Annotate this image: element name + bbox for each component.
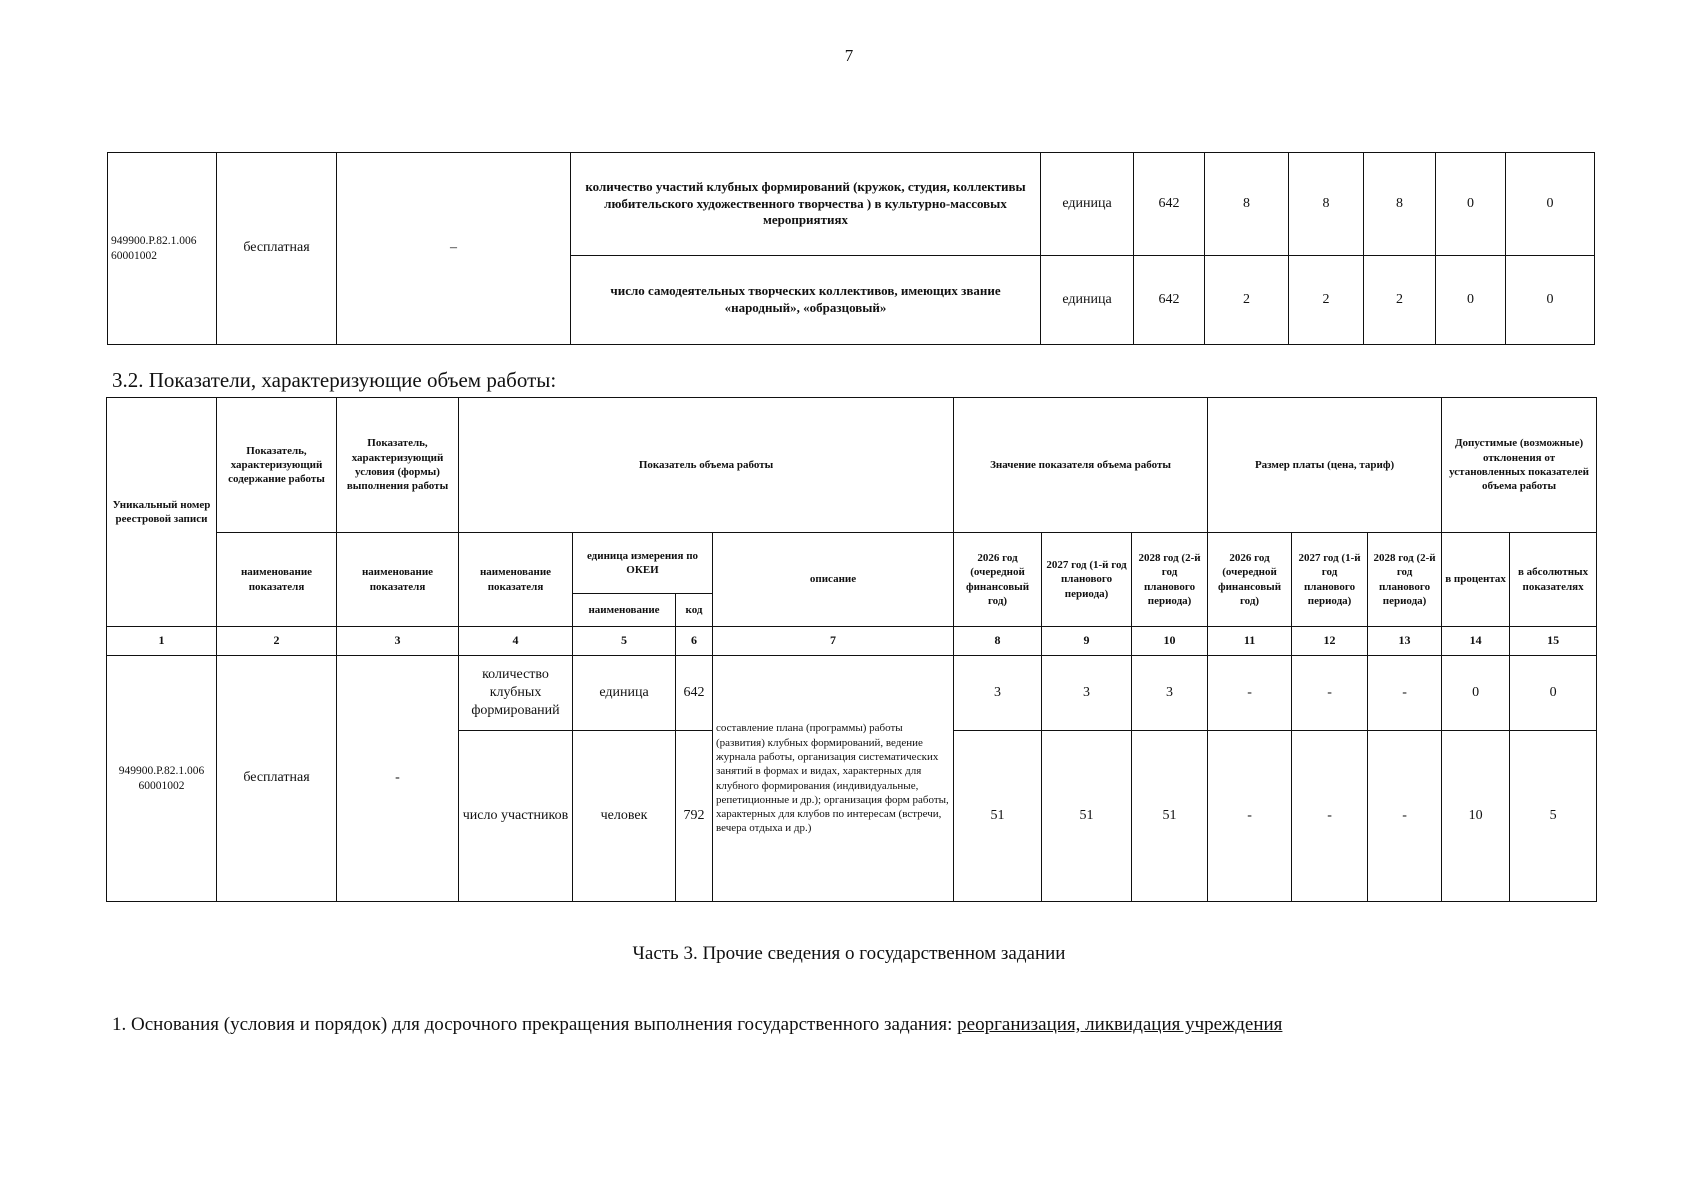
deviation-percent-cell: 0 <box>1436 153 1506 256</box>
condition-indicator-header: Показатель, характеризующий условия (формы) выполнения работы <box>337 398 459 533</box>
year-2026-value-header: 2026 год (очередной финансовый год) <box>954 533 1042 627</box>
column-number: 13 <box>1368 627 1442 656</box>
deviation-percent-cell: 0 <box>1436 256 1506 345</box>
quality-indicators-table <box>107 152 1595 345</box>
header-row <box>107 533 1597 594</box>
indicator-cell: количество клубных формирований <box>459 656 573 731</box>
deviation-absolute-cell: 0 <box>1510 656 1597 731</box>
code-cell: 642 <box>1134 256 1205 345</box>
table-row <box>108 153 1595 256</box>
year-2026-fee-header: 2026 год (очередной финансовый год) <box>1208 533 1292 627</box>
fee-2026-cell: - <box>1208 731 1292 902</box>
section-title: 3.2. Показатели, характеризующие объем работы: <box>112 368 557 392</box>
volume-value-header: Значение показателя объема работы <box>954 398 1208 533</box>
unit-cell: единица <box>1041 256 1134 345</box>
deviation-absolute-cell: 0 <box>1506 256 1595 345</box>
registry-number-cell: 949900.Р.82.1.006 60001002 <box>107 656 217 902</box>
description-header: описание <box>713 533 954 627</box>
unit-cell: человек <box>573 731 676 902</box>
value-2026-cell: 51 <box>954 731 1042 902</box>
column-number: 4 <box>459 627 573 656</box>
deviation-absolute-cell: 5 <box>1510 731 1597 902</box>
volume-indicator-header: Показатель объема работы <box>459 398 954 533</box>
fee-2027-cell: - <box>1292 656 1368 731</box>
unit-cell: единица <box>573 656 676 731</box>
indicator-cell: число участников <box>459 731 573 902</box>
code-cell: 642 <box>676 656 713 731</box>
page-number: 7 <box>844 46 854 65</box>
column-number: 11 <box>1208 627 1292 656</box>
in-percent-header: в процентах <box>1442 533 1510 627</box>
deviation-percent-cell: 0 <box>1442 656 1510 731</box>
basis-label: 1. Основания (условия и порядок) для досрочного прекращения выполнения государственного задания: <box>112 1014 958 1035</box>
value-2028-cell: 3 <box>1132 656 1208 731</box>
content-name-cell: бесплатная <box>217 656 337 902</box>
column-number: 1 <box>107 627 217 656</box>
unique-number-header: Уникальный номер реестровой записи <box>107 398 217 627</box>
table-row <box>107 656 1597 731</box>
column-number: 2 <box>217 627 337 656</box>
value-2027-cell: 3 <box>1042 656 1132 731</box>
content-indicator-header: Показатель, характеризующий содержание работы <box>217 398 337 533</box>
condition-name-cell: - <box>337 656 459 902</box>
year-2027-value-header: 2027 год (1-й год планового периода) <box>1042 533 1132 627</box>
value-2027-cell: 8 <box>1289 153 1364 256</box>
deviation-percent-cell: 10 <box>1442 731 1510 902</box>
indicator-name-header: наименование показателя <box>459 533 573 627</box>
fee-2027-cell: - <box>1292 731 1368 902</box>
column-number: 7 <box>713 627 954 656</box>
year-2028-fee-header: 2028 год (2-й год планового периода) <box>1368 533 1442 627</box>
okei-name-header: наименование <box>573 594 676 627</box>
code-cell: 792 <box>676 731 713 902</box>
indicator-cell: число самодеятельных творческих коллективов, имеющих звание «народный», «образцовый» <box>571 256 1041 345</box>
value-2027-cell: 51 <box>1042 731 1132 902</box>
value-2028-cell: 8 <box>1364 153 1436 256</box>
part-title: Часть 3. Прочие сведения о государственном задании <box>632 943 1066 964</box>
fee-2028-cell: - <box>1368 656 1442 731</box>
condition-name-cell: – <box>337 153 571 345</box>
year-2028-value-header: 2028 год (2-й год планового периода) <box>1132 533 1208 627</box>
termination-basis <box>112 1014 1282 1036</box>
fee-2028-cell: - <box>1368 731 1442 902</box>
okei-code-header: код <box>676 594 713 627</box>
unit-cell: единица <box>1041 153 1134 256</box>
indicator-cell: количество участий клубных формирований (кружок, студия, коллективы любительского художественного творчества ) в культурно-массовых мероприятиях <box>571 153 1041 256</box>
volume-indicators-table <box>106 397 1597 902</box>
value-2026-cell: 2 <box>1205 256 1289 345</box>
in-absolute-header: в абсолютных показателях <box>1510 533 1597 627</box>
okei-unit-header: единица измерения по ОКЕИ <box>573 533 713 594</box>
value-2026-cell: 8 <box>1205 153 1289 256</box>
description-cell: составление плана (программы) работы (развития) клубных формирований, ведение журнала работы, организация систематических занятий в формах и видах, характерных для клубного формирования (индивидуальные, репетиционные и др.); организация форм работы, характерных для клубов по интересам (встречи, вечера отдыха и др.) <box>713 656 954 902</box>
indicator-name-header: наименование показателя <box>337 533 459 627</box>
column-number: 5 <box>573 627 676 656</box>
column-number: 6 <box>676 627 713 656</box>
value-2027-cell: 2 <box>1289 256 1364 345</box>
column-number-row <box>107 627 1597 656</box>
column-number: 9 <box>1042 627 1132 656</box>
value-2028-cell: 2 <box>1364 256 1436 345</box>
registry-number-cell: 949900.Р.82.1.006 60001002 <box>108 153 217 345</box>
deviations-header: Допустимые (возможные) отклонения от установленных показателей объема работы <box>1442 398 1597 533</box>
indicator-name-header: наименование показателя <box>217 533 337 627</box>
fee-2026-cell: - <box>1208 656 1292 731</box>
header-row <box>107 398 1597 533</box>
basis-value: реорганизация, ликвидация учреждения <box>957 1014 1283 1035</box>
content-name-cell: бесплатная <box>217 153 337 345</box>
column-number: 14 <box>1442 627 1510 656</box>
column-number: 15 <box>1510 627 1597 656</box>
code-cell: 642 <box>1134 153 1205 256</box>
deviation-absolute-cell: 0 <box>1506 153 1595 256</box>
value-2028-cell: 51 <box>1132 731 1208 902</box>
value-2026-cell: 3 <box>954 656 1042 731</box>
column-number: 12 <box>1292 627 1368 656</box>
fee-size-header: Размер платы (цена, тариф) <box>1208 398 1442 533</box>
year-2027-fee-header: 2027 год (1-й год планового периода) <box>1292 533 1368 627</box>
column-number: 3 <box>337 627 459 656</box>
column-number: 8 <box>954 627 1042 656</box>
column-number: 10 <box>1132 627 1208 656</box>
